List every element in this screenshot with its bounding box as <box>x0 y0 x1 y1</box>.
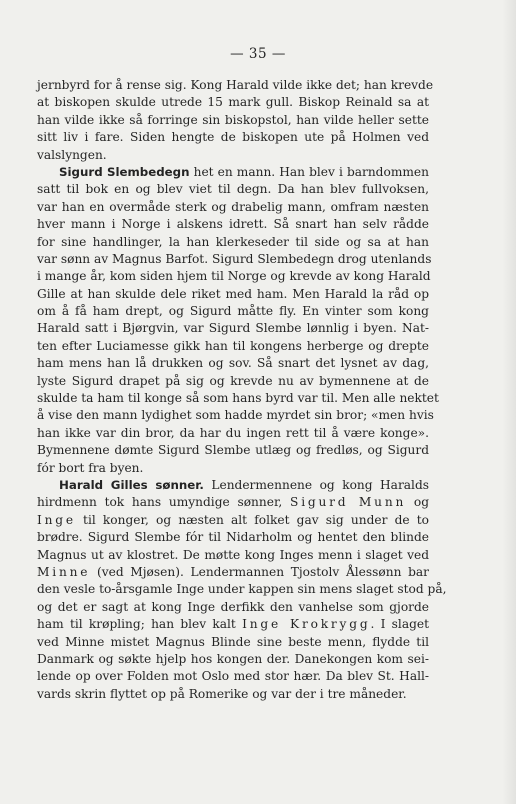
text-line <box>37 147 429 164</box>
spaced-name: Sigurd Munn <box>290 495 407 510</box>
line-text: han vilde ikke så forringe sin biskopstol, han vilde heller sette <box>37 112 429 127</box>
line-text: fór bort fra byen. <box>37 460 144 475</box>
text-line <box>37 320 429 337</box>
text-line <box>37 286 429 303</box>
spaced-name: Minne <box>37 564 91 579</box>
text-line <box>37 547 429 564</box>
line-text: om å få ham drept, og Sigurd måtte fly. En vinter som kong <box>37 304 429 319</box>
line-text: hver mann i Norge i alskens idrett. Så snart han selv rådde <box>37 217 429 232</box>
text-line <box>37 634 429 651</box>
text-line <box>37 94 429 111</box>
line-text: Bymennene dømte Sigurd Slembe utlæg og fredløs, og Sigurd <box>37 443 429 458</box>
text-line <box>37 373 429 390</box>
text-line <box>37 651 429 668</box>
text-line <box>37 303 429 320</box>
line-text: vards skrin flyttet op på Romerike og var der i tre måneder. <box>37 686 407 701</box>
text-line <box>37 181 429 198</box>
text-line <box>37 129 429 146</box>
line-text: og det er sagt at kong Inge derfikk den vanhelse som gjorde <box>37 599 429 614</box>
line-text: for sine handlinger, la han klerkeseder til side og sa at han <box>37 234 429 249</box>
text-line <box>37 77 434 94</box>
text-line <box>37 355 429 372</box>
line-text: hirdmenn tok hans umyndige sønner, <box>37 495 291 510</box>
line-text: Harald satt i Bjørgvin, var Sigurd Slembe lønnlig i byen. Nat- <box>37 321 429 336</box>
text-line <box>37 199 429 216</box>
text-line <box>37 164 429 181</box>
line-text: satt til bok en og blev viet til degn. Da han blev fullvoksen, <box>37 182 429 197</box>
text-line <box>37 512 429 529</box>
line-text: Gille at han skulde dele riket med ham. Men Harald la råd op <box>37 286 429 301</box>
line-text: het en mann. Han blev i barndommen <box>189 164 429 179</box>
line-text: og <box>406 495 430 510</box>
line-text: til konger, og næsten alt folket gav sig under de to <box>75 512 429 527</box>
line-text: . I slaget <box>370 617 429 632</box>
line-text: han ikke var din bror, da har du ingen rett til å være konge». <box>37 425 429 440</box>
line-text: sitt liv i fare. Siden hengte de biskopen ute på Holmen ved <box>37 130 429 145</box>
text-line <box>37 234 429 251</box>
line-text: skulde ta ham til konge så som hans byrd var til. Men alle nektet <box>37 391 439 406</box>
line-text: Magnus ut av klostret. De møtte kong Inges menn i slaget ved <box>37 547 429 562</box>
line-text: i mange år, kom siden hjem til Norge og krevde av kong Harald <box>37 269 431 284</box>
text-line <box>37 460 429 477</box>
spaced-name: Inge Krokrygg <box>242 617 371 632</box>
line-text: ved Minne mistet Magnus Blinde sine beste menn, flydde til <box>37 634 429 649</box>
line-text: Danmark og søkte hjelp hos kongen der. Danekongen kom sei- <box>37 651 429 666</box>
body-text <box>37 77 447 703</box>
line-text: ham til krøpling; han blev kalt <box>37 617 243 632</box>
line-text: å vise den mann lydighet som hadde myrdet sin bror; «men hvis <box>37 408 434 423</box>
text-line <box>37 216 429 233</box>
text-line <box>37 268 429 285</box>
line-text: brødre. Sigurd Slembe fór til Nidarholm og hentet den blinde <box>37 530 429 545</box>
text-line <box>37 425 429 442</box>
line-text: lende op over Folden mot Oslo med stor hær. Da blev St. Hall- <box>37 669 429 684</box>
line-text: jernbyrd for å rense sig. Kong Harald vilde ikke det; han krevde <box>37 78 434 92</box>
text-line <box>37 251 432 268</box>
text-line <box>37 616 429 633</box>
line-text: Lendermennene og kong Haralds <box>203 477 429 492</box>
text-line <box>37 390 439 407</box>
text-line <box>37 494 429 511</box>
text-line <box>37 564 429 581</box>
line-text: ham mens han lå drukken og sov. Så snart det lysnet av dag, <box>37 356 429 371</box>
text-line <box>37 338 429 355</box>
text-line <box>37 529 429 546</box>
line-text: lyste Sigurd drapet på sig og krevde nu av bymennene at de <box>37 373 429 388</box>
text-line <box>37 686 429 703</box>
text-line <box>37 112 429 129</box>
text-line <box>37 668 429 685</box>
line-text: at biskopen skulde utrede 15 mark gull. Biskop Reinald sa at <box>37 95 429 110</box>
line-text: ten efter Luciamesse gikk han til kongens herberge og drepte <box>37 338 429 353</box>
page-number: — 35 — <box>230 46 286 62</box>
section-heading: Harald Gilles sønner. <box>59 477 204 492</box>
text-line <box>37 581 447 598</box>
text-line <box>37 477 429 494</box>
line-text: var han en overmåde sterk og drabelig mann, omfram næsten <box>37 199 429 214</box>
spaced-name: Inge <box>37 512 76 527</box>
line-text: valslyngen. <box>37 147 107 162</box>
section-heading: Sigurd Slembedegn <box>59 164 190 179</box>
line-text: den vesle to-årsgamle Inge under kappen sin mens slaget stod på, <box>37 582 447 597</box>
text-line <box>37 599 429 616</box>
line-text: var sønn av Magnus Barfot. Sigurd Slembedegn drog utenlands <box>37 251 432 266</box>
line-text: (ved Mjøsen). Lendermannen Tjostolv Ålessønn bar <box>90 564 429 579</box>
text-line <box>37 442 429 459</box>
text-line <box>37 407 434 424</box>
